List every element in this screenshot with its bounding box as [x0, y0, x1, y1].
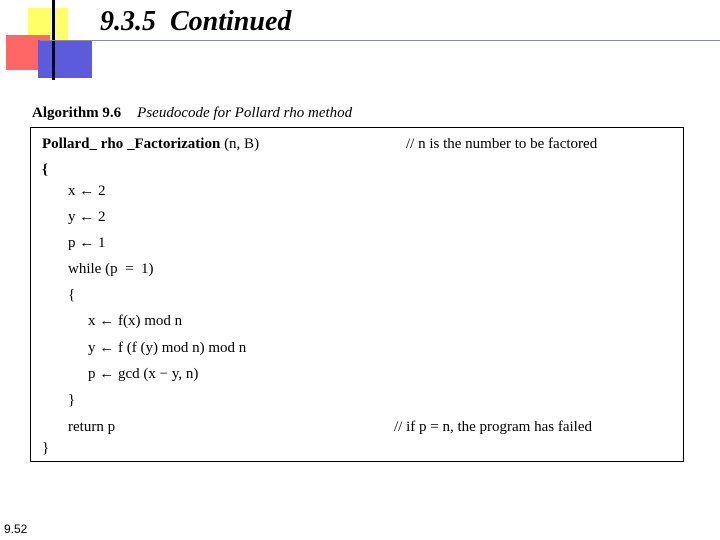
comment-bottom: // if p = n, the program has failed [394, 419, 592, 435]
inner-close-brace: } [68, 392, 76, 408]
code-line-p-init: p ← 1 [68, 235, 106, 251]
inner-open-brace: { [68, 287, 76, 303]
algorithm-caption: Pseudocode for Pollard rho method [137, 105, 353, 121]
algorithm-header [32, 105, 352, 122]
function-params: (n, B) [224, 136, 260, 152]
algorithm-label: Algorithm 9.6 [32, 105, 122, 121]
code-line-x-init: x ← 2 [68, 183, 106, 199]
slide-number: 9.52 [4, 522, 28, 536]
close-brace: } [42, 440, 50, 456]
code-line-y-init: y ← 2 [68, 209, 106, 225]
code-line-gcd: p ← gcd (x − y, n) [88, 366, 199, 382]
decor-horizontal-line [40, 40, 720, 41]
pseudocode-box [30, 127, 684, 462]
code-line-x-update: x ← f(x) mod n [88, 313, 183, 329]
code-signature-line [42, 136, 259, 153]
code-line-y-update: y ← f (f (y) mod n) mod n [88, 340, 247, 356]
function-name: Pollard_ rho _Factorization [42, 136, 221, 152]
comment-top: // n is the number to be factored [406, 136, 598, 152]
decor-blue-square [38, 40, 92, 78]
code-line-while: while (p = 1) [68, 261, 154, 277]
code-line-return: return p [68, 419, 116, 435]
slide-title: 9.3.5 Continued [100, 6, 292, 37]
open-brace: { [42, 162, 48, 178]
